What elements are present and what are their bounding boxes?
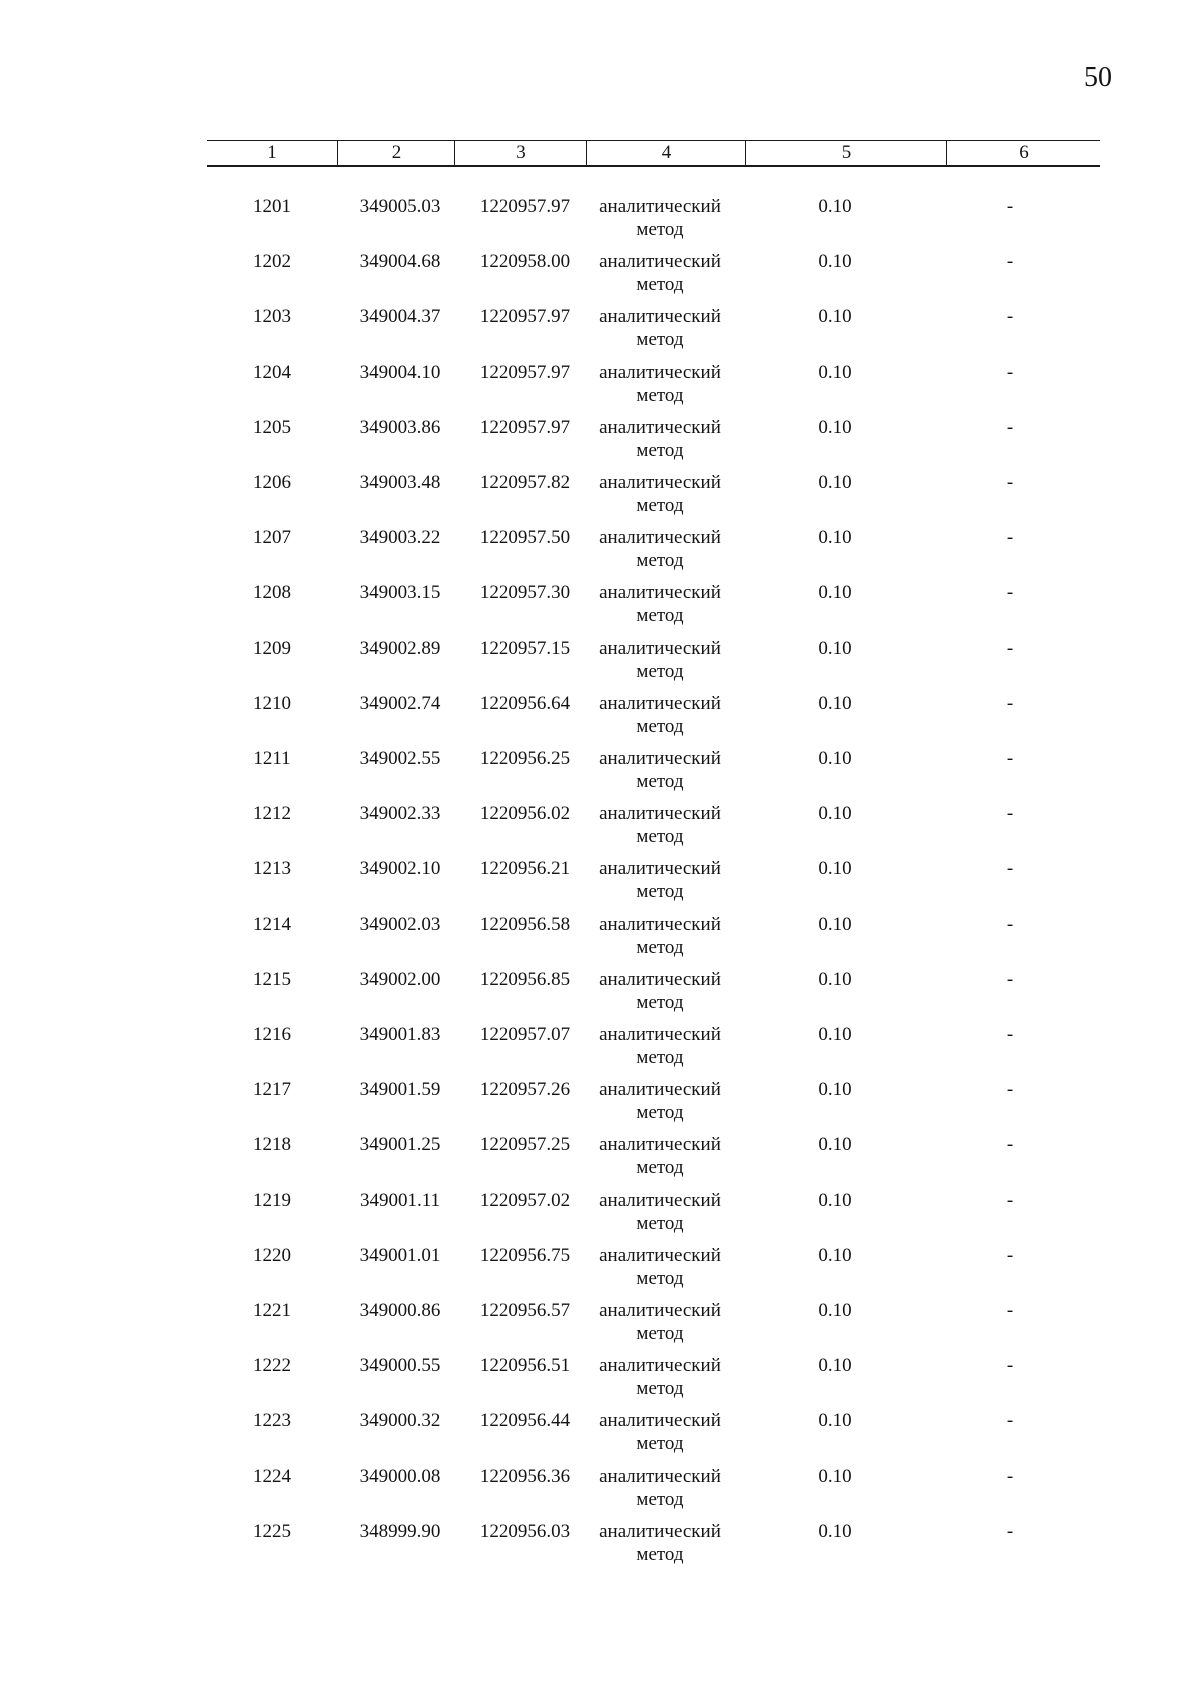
column-header-6: 6 <box>946 141 1101 165</box>
coordinate-x: 349000.86 <box>359 1300 441 1321</box>
note-value: - <box>1006 968 1014 990</box>
accuracy-value: 0.10 <box>818 1520 852 1542</box>
point-number: 1217 <box>253 1079 291 1101</box>
point-number: 1221 <box>253 1300 291 1321</box>
table-row <box>0 1354 1200 1408</box>
table-row <box>0 1023 1200 1077</box>
table-row <box>0 195 1200 249</box>
method <box>585 913 735 959</box>
coordinate-x: 349001.11 <box>359 1189 441 1211</box>
table-row <box>0 913 1200 967</box>
method-line-1: аналитический <box>599 803 721 825</box>
accuracy-value: 0.10 <box>818 1024 852 1045</box>
accuracy-value: 0.10 <box>818 1244 852 1266</box>
method-line-2: метод <box>636 329 684 351</box>
method <box>585 526 735 572</box>
accuracy-value: 0.10 <box>818 913 852 935</box>
method-line-2: метод <box>636 1378 684 1400</box>
method-line-1: аналитический <box>599 1024 721 1045</box>
coordinate-y: 1220957.15 <box>479 637 571 659</box>
accuracy-value: 0.10 <box>818 1465 852 1487</box>
table-row <box>0 1299 1200 1353</box>
method <box>585 637 735 683</box>
table-row <box>0 802 1200 856</box>
method <box>585 1189 735 1235</box>
coordinate-y: 1220958.00 <box>479 251 571 273</box>
method-line-2: метод <box>636 936 684 958</box>
method-line-1: аналитический <box>599 1244 721 1266</box>
method <box>585 250 735 296</box>
method-line-2: метод <box>636 715 684 737</box>
coordinate-y: 1220957.30 <box>479 582 571 604</box>
method-line-1: аналитический <box>599 1189 721 1211</box>
column-header-1: 1 <box>267 142 277 163</box>
coordinate-x: 349001.83 <box>359 1024 441 1045</box>
coordinate-x: 349003.48 <box>359 472 441 493</box>
point-number: 1209 <box>253 637 291 659</box>
point-number: 1205 <box>253 416 291 438</box>
accuracy-value: 0.10 <box>818 692 852 714</box>
coordinate-y: 1220956.75 <box>479 1244 571 1266</box>
method-line-2: метод <box>636 439 684 461</box>
method-line-1: аналитический <box>599 251 721 273</box>
accuracy-value: 0.10 <box>818 1134 852 1156</box>
accuracy-value: 0.10 <box>818 527 852 549</box>
point-number: 1206 <box>253 472 291 493</box>
method-line-1: аналитический <box>599 913 721 935</box>
method-line-1: аналитический <box>599 306 721 328</box>
coordinate-x: 349002.55 <box>359 748 441 769</box>
point-number: 1224 <box>253 1465 291 1487</box>
coordinate-x: 349004.10 <box>359 361 441 383</box>
method <box>585 1354 735 1400</box>
coordinate-x: 348999.90 <box>359 1520 441 1542</box>
method-line-1: аналитический <box>599 1410 721 1432</box>
accuracy-value: 0.10 <box>818 858 852 880</box>
method-line-2: метод <box>636 1102 684 1124</box>
table-row <box>0 637 1200 691</box>
method-line-1: аналитический <box>599 1465 721 1487</box>
note-value: - <box>1006 803 1014 825</box>
accuracy-value: 0.10 <box>818 251 852 273</box>
method-line-1: аналитический <box>599 692 721 714</box>
method-line-1: аналитический <box>599 196 721 217</box>
method <box>585 692 735 738</box>
coordinate-y: 1220957.07 <box>479 1024 571 1045</box>
point-number: 1201 <box>253 196 291 217</box>
coordinate-x: 349000.55 <box>359 1355 441 1377</box>
coordinate-y: 1220957.97 <box>479 416 571 438</box>
method-line-2: метод <box>636 1433 684 1455</box>
table-row <box>0 968 1200 1022</box>
column-header-5: 5 <box>745 141 947 165</box>
coordinate-y: 1220957.25 <box>479 1134 571 1156</box>
note-value: - <box>1006 1189 1014 1211</box>
note-value: - <box>1006 1355 1014 1377</box>
point-number: 1223 <box>253 1410 291 1432</box>
method-line-1: аналитический <box>599 1300 721 1321</box>
note-value: - <box>1006 582 1014 604</box>
method-line-1: аналитический <box>599 1520 721 1542</box>
method <box>585 1133 735 1179</box>
method <box>585 857 735 903</box>
method-line-1: аналитический <box>599 582 721 604</box>
method-line-1: аналитический <box>599 361 721 383</box>
note-value: - <box>1006 1134 1014 1156</box>
coordinate-y: 1220957.97 <box>479 361 571 383</box>
table-row <box>0 1465 1200 1519</box>
note-value: - <box>1006 637 1014 659</box>
table-row <box>0 305 1200 359</box>
column-header-4: 4 <box>586 141 746 165</box>
note-value: - <box>1006 251 1014 273</box>
point-number: 1215 <box>253 968 291 990</box>
coordinate-x: 349003.15 <box>359 582 441 604</box>
coordinate-x: 349004.68 <box>359 251 441 273</box>
method-line-2: метод <box>636 991 684 1013</box>
point-number: 1219 <box>253 1189 291 1211</box>
accuracy-value: 0.10 <box>818 1079 852 1101</box>
column-header-2: 2 <box>337 141 455 165</box>
method <box>585 802 735 848</box>
coordinate-y: 1220956.58 <box>479 913 571 935</box>
table-row <box>0 1409 1200 1463</box>
note-value: - <box>1006 1300 1014 1321</box>
coordinate-y: 1220957.26 <box>479 1079 571 1101</box>
method-line-1: аналитический <box>599 968 721 990</box>
method-line-1: аналитический <box>599 1134 721 1156</box>
method-line-2: метод <box>636 219 684 240</box>
method-line-1: аналитический <box>599 858 721 880</box>
method-line-2: метод <box>636 495 684 516</box>
point-number: 1220 <box>253 1244 291 1266</box>
point-number: 1211 <box>253 748 291 769</box>
table-row <box>0 416 1200 470</box>
page-number: 50 <box>1084 62 1112 93</box>
method <box>585 305 735 351</box>
point-number: 1208 <box>253 582 291 604</box>
table-row <box>0 1078 1200 1132</box>
coordinate-y: 1220956.03 <box>479 1520 571 1542</box>
method-line-2: метод <box>636 1488 684 1510</box>
note-value: - <box>1006 196 1014 217</box>
coordinate-y: 1220957.97 <box>479 306 571 328</box>
method-line-2: метод <box>636 826 684 848</box>
point-number: 1225 <box>253 1520 291 1542</box>
note-value: - <box>1006 527 1014 549</box>
coordinate-x: 349002.74 <box>359 692 441 714</box>
method <box>585 361 735 407</box>
point-number: 1222 <box>253 1355 291 1377</box>
point-number: 1216 <box>253 1024 291 1045</box>
note-value: - <box>1006 748 1014 769</box>
note-value: - <box>1006 1024 1014 1045</box>
method <box>585 416 735 462</box>
note-value: - <box>1006 692 1014 714</box>
accuracy-value: 0.10 <box>818 1355 852 1377</box>
method-line-1: аналитический <box>599 472 721 493</box>
coordinate-y: 1220956.44 <box>479 1410 571 1432</box>
note-value: - <box>1006 1465 1014 1487</box>
accuracy-value: 0.10 <box>818 637 852 659</box>
table-row <box>0 581 1200 635</box>
note-value: - <box>1006 858 1014 880</box>
coordinate-y: 1220957.50 <box>479 527 571 549</box>
method-line-2: метод <box>636 660 684 682</box>
method-line-1: аналитический <box>599 637 721 659</box>
method-line-2: метод <box>636 1543 684 1565</box>
coordinate-x: 349003.22 <box>359 527 441 549</box>
method-line-2: метод <box>636 384 684 406</box>
note-value: - <box>1006 416 1014 438</box>
accuracy-value: 0.10 <box>818 803 852 825</box>
coordinate-y: 1220956.36 <box>479 1465 571 1487</box>
method-line-1: аналитический <box>599 1079 721 1101</box>
coordinate-x: 349000.08 <box>359 1465 441 1487</box>
coordinate-y: 1220957.82 <box>479 472 571 493</box>
method <box>585 1078 735 1124</box>
point-number: 1202 <box>253 251 291 273</box>
coordinate-y: 1220956.64 <box>479 692 571 714</box>
method <box>585 1244 735 1290</box>
coordinate-y: 1220956.02 <box>479 803 571 825</box>
method-line-1: аналитический <box>599 748 721 769</box>
method-line-2: метод <box>636 1323 684 1344</box>
coordinate-y: 1220957.97 <box>479 196 571 217</box>
coordinate-x: 349002.33 <box>359 803 441 825</box>
table-row <box>0 361 1200 415</box>
method <box>585 471 735 517</box>
note-value: - <box>1006 306 1014 328</box>
point-number: 1212 <box>253 803 291 825</box>
method-line-1: аналитический <box>599 416 721 438</box>
accuracy-value: 0.10 <box>818 416 852 438</box>
table-row <box>0 250 1200 304</box>
accuracy-value: 0.10 <box>818 306 852 328</box>
table-header <box>207 140 1100 167</box>
accuracy-value: 0.10 <box>818 1189 852 1211</box>
note-value: - <box>1006 1079 1014 1101</box>
method-line-2: метод <box>636 274 684 296</box>
coordinate-x: 349003.86 <box>359 416 441 438</box>
point-number: 1210 <box>253 692 291 714</box>
column-header-3: 3 <box>454 141 587 165</box>
method-line-2: метод <box>636 1267 684 1289</box>
table-row <box>0 692 1200 746</box>
accuracy-value: 0.10 <box>818 472 852 493</box>
method-line-2: метод <box>636 1157 684 1179</box>
coordinate-y: 1220956.21 <box>479 858 571 880</box>
accuracy-value: 0.10 <box>818 1410 852 1432</box>
accuracy-value: 0.10 <box>818 361 852 383</box>
method <box>585 968 735 1014</box>
coordinate-x: 349001.01 <box>359 1244 441 1266</box>
note-value: - <box>1006 1520 1014 1542</box>
method-line-2: метод <box>636 881 684 903</box>
method-line-1: аналитический <box>599 527 721 549</box>
method-line-2: метод <box>636 605 684 627</box>
coordinate-y: 1220956.25 <box>479 748 571 769</box>
point-number: 1207 <box>253 527 291 549</box>
method <box>585 1520 735 1566</box>
method <box>585 195 735 241</box>
table-row <box>0 526 1200 580</box>
table-row <box>0 747 1200 801</box>
table-row <box>0 1244 1200 1298</box>
method-line-2: метод <box>636 1047 684 1068</box>
coordinate-x: 349000.32 <box>359 1410 441 1432</box>
method <box>585 747 735 793</box>
coordinate-x: 349002.89 <box>359 637 441 659</box>
coordinate-x: 349005.03 <box>359 196 441 217</box>
point-number: 1213 <box>253 858 291 880</box>
note-value: - <box>1006 472 1014 493</box>
accuracy-value: 0.10 <box>818 582 852 604</box>
coordinate-y: 1220957.02 <box>479 1189 571 1211</box>
coordinate-x: 349002.00 <box>359 968 441 990</box>
coordinate-x: 349004.37 <box>359 306 441 328</box>
accuracy-value: 0.10 <box>818 968 852 990</box>
table-row <box>0 1133 1200 1187</box>
point-number: 1218 <box>253 1134 291 1156</box>
table-row <box>0 1189 1200 1243</box>
coordinate-y: 1220956.57 <box>479 1300 571 1321</box>
method-line-2: метод <box>636 550 684 572</box>
coordinate-x: 349001.59 <box>359 1079 441 1101</box>
table-row <box>0 471 1200 525</box>
accuracy-value: 0.10 <box>818 196 852 217</box>
point-number: 1214 <box>253 913 291 935</box>
coordinate-y: 1220956.85 <box>479 968 571 990</box>
point-number: 1204 <box>253 361 291 383</box>
note-value: - <box>1006 913 1014 935</box>
method-line-1: аналитический <box>599 1355 721 1377</box>
method-line-2: метод <box>636 1212 684 1234</box>
method <box>585 1465 735 1511</box>
coordinate-x: 349001.25 <box>359 1134 441 1156</box>
accuracy-value: 0.10 <box>818 1300 852 1321</box>
method <box>585 1023 735 1069</box>
note-value: - <box>1006 1244 1014 1266</box>
method <box>585 1299 735 1345</box>
method-line-2: метод <box>636 771 684 792</box>
method <box>585 1409 735 1455</box>
coordinate-x: 349002.03 <box>359 913 441 935</box>
coordinate-y: 1220956.51 <box>479 1355 571 1377</box>
note-value: - <box>1006 361 1014 383</box>
table-row <box>0 1520 1200 1574</box>
accuracy-value: 0.10 <box>818 748 852 769</box>
method <box>585 581 735 627</box>
table-row <box>0 857 1200 911</box>
note-value: - <box>1006 1410 1014 1432</box>
point-number: 1203 <box>253 306 291 328</box>
coordinate-x: 349002.10 <box>359 858 441 880</box>
